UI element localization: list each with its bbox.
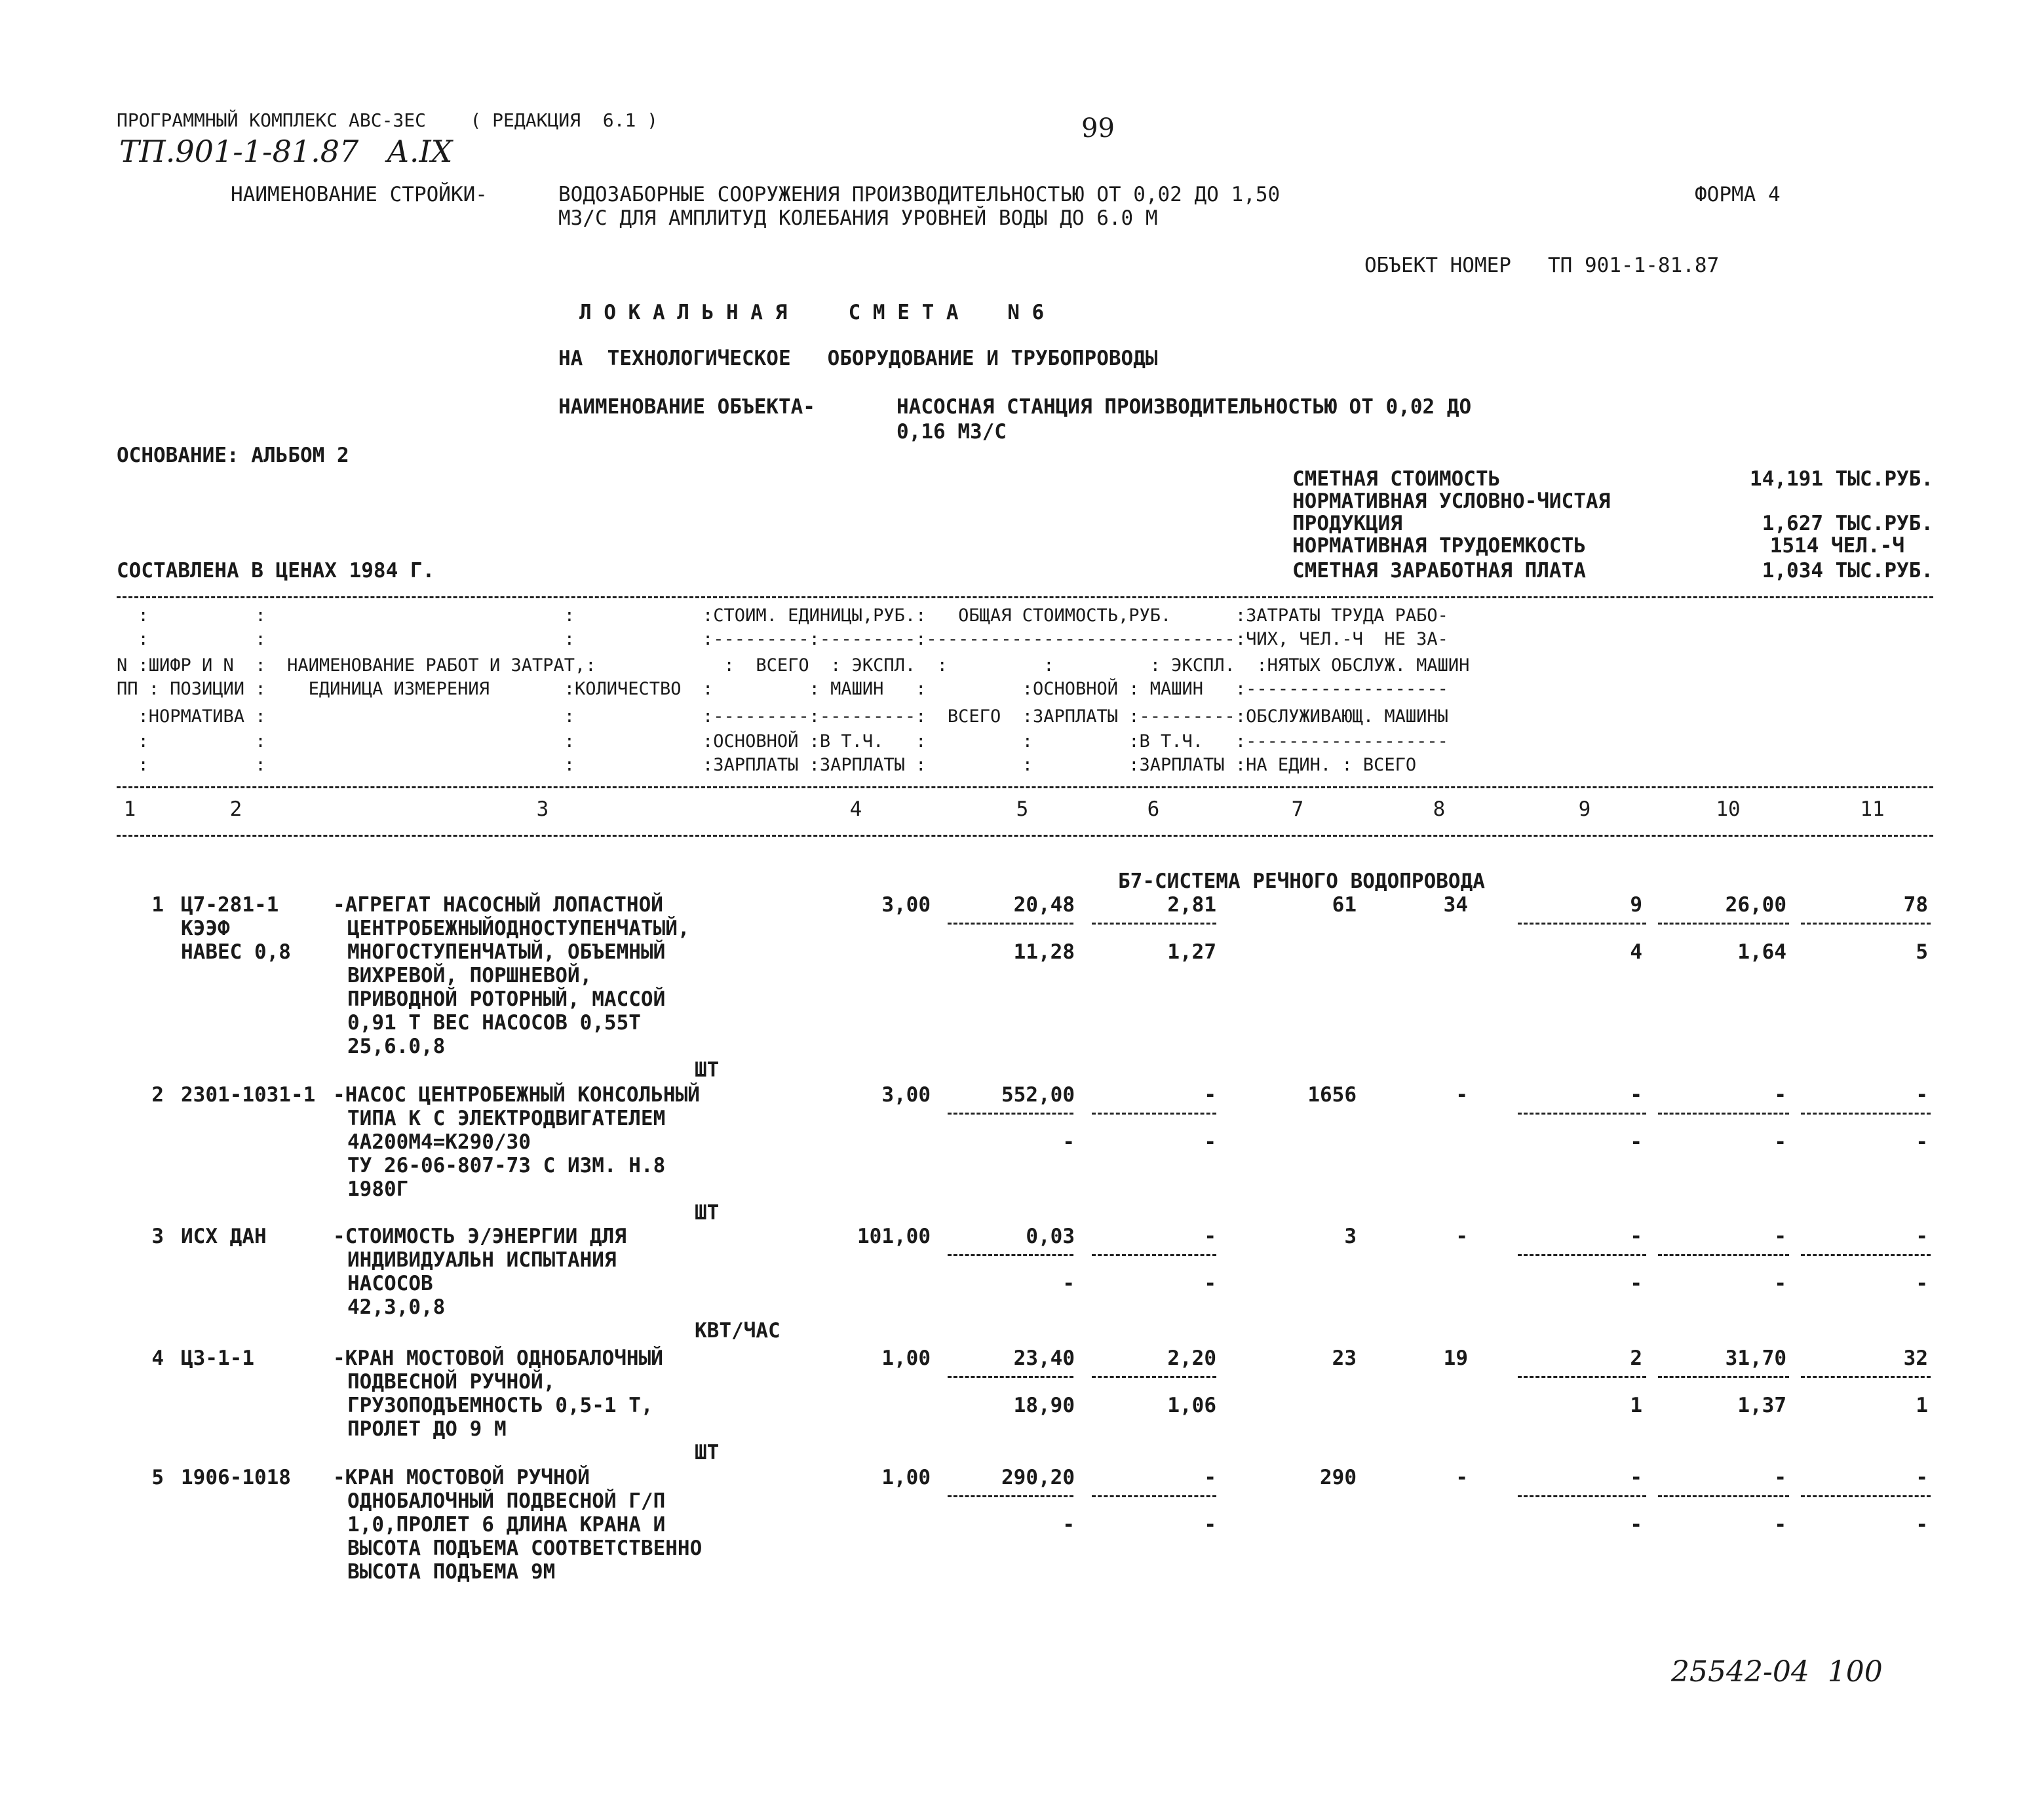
row-unit-machine-wage: -	[1204, 1272, 1216, 1295]
fraction-rule	[1658, 1113, 1789, 1115]
row-description-line: ВЫСОТА ПОДЪЕМА СООТВЕТСТВЕННО	[347, 1537, 703, 1560]
row-description-line: 0,91 Т ВЕС НАСОСОВ 0,55Т	[347, 1011, 641, 1035]
row-description-line: 1980Г	[347, 1177, 409, 1201]
table-header-line-7: : : : :ЗАРПЛАТЫ :ЗАРПЛАТЫ : : :ЗАРПЛАТЫ :НА ЕДИН. : ВСЕГО	[117, 755, 1417, 775]
row-total-cost: 3	[1344, 1225, 1357, 1248]
colnum-7: 7	[1291, 797, 1304, 821]
row-unit-cost-total: 23,40	[1013, 1347, 1075, 1370]
object-line-1: НАСОСНАЯ СТАНЦИЯ ПРОИЗВОДИТЕЛЬНОСТЬЮ ОТ 0,02 ДО	[897, 395, 1472, 419]
summary-labor-label: НОРМАТИВНАЯ ТРУДОЕМКОСТЬ	[1292, 534, 1586, 558]
summary-cost-label: СМЕТНАЯ СТОИМОСТЬ	[1292, 467, 1501, 491]
row-code: 2301-1031-1	[181, 1083, 316, 1107]
table-header-line-6: : : : :ОСНОВНОЙ :В Т.Ч. : : :В Т.Ч. :-------------------	[117, 731, 1448, 752]
table-header-line-1: : : : :СТОИМ. ЕДИНИЦЫ,РУБ.: ОБЩАЯ СТОИМОСТЬ,РУБ. :ЗАТРАТЫ ТРУДА РАБО-	[117, 605, 1448, 626]
row-unit-cost-wage: -	[1062, 1272, 1075, 1295]
row-labor-machine-total: 5	[1916, 940, 1928, 964]
row-number: 5	[151, 1466, 164, 1489]
row-labor-machine-per-unit: -	[1774, 1130, 1786, 1154]
fraction-rule	[1092, 1495, 1216, 1497]
row-unit: ШТ	[695, 1441, 720, 1464]
row-description-line: ВИХРЕВОЙ, ПОРШНЕВОЙ,	[347, 964, 592, 987]
row-description-line: ПРОЛЕТ ДО 9 М	[347, 1417, 507, 1441]
colnum-1: 1	[123, 797, 136, 821]
fraction-rule	[1518, 1254, 1646, 1256]
row-labor-total: 78	[1903, 893, 1928, 917]
fraction-rule	[1092, 1376, 1216, 1378]
row-total-wage: -	[1456, 1225, 1468, 1248]
form-label: ФОРМА 4	[1695, 183, 1781, 206]
fraction-rule	[1801, 923, 1931, 925]
row-total-machine-wage: 4	[1630, 940, 1642, 964]
row-description-line: ТИПА К С ЭЛЕКТРОДВИГАТЕЛЕМ	[347, 1107, 666, 1130]
handwritten-code: ТП.901-1-81.87	[119, 134, 359, 169]
fraction-rule	[1801, 1113, 1931, 1115]
summary-wage-label: СМЕТНАЯ ЗАРАБОТНАЯ ПЛАТА	[1292, 559, 1586, 583]
row-total-cost: 1656	[1307, 1083, 1357, 1107]
row-description-line: -НАСОС ЦЕНТРОБЕЖНЫЙ КОНСОЛЬНЫЙ	[333, 1083, 700, 1107]
row-labor-total: -	[1916, 1466, 1928, 1489]
row-unit-machine-cost: 2,81	[1167, 893, 1216, 917]
row-total-machine-wage: -	[1630, 1130, 1642, 1154]
row-labor-per-unit: -	[1774, 1083, 1786, 1107]
row-code: Ц3-1-1	[181, 1347, 254, 1370]
handwritten-archive-number: 25542-04 100	[1671, 1655, 1883, 1689]
handwritten-album: А.IX	[387, 134, 453, 169]
row-total-machine: -	[1630, 1225, 1642, 1248]
colnum-9: 9	[1578, 797, 1591, 821]
row-labor-machine-per-unit: -	[1774, 1272, 1786, 1295]
row-labor-machine-total: 1	[1916, 1394, 1928, 1417]
row-description-line: ВЫСОТА ПОДЪЕМА 9М	[347, 1560, 556, 1584]
row-unit-machine-wage: 1,06	[1167, 1394, 1216, 1417]
row-unit-machine-wage: 1,27	[1167, 940, 1216, 964]
row-labor-machine-total: -	[1916, 1130, 1928, 1154]
estimate-title: Л О К А Л Ь Н А Я С М Е Т А N 6	[579, 301, 1045, 324]
page-number: 99	[1081, 113, 1115, 143]
colnum-5: 5	[1016, 797, 1029, 821]
row-unit-machine-cost: -	[1204, 1083, 1216, 1107]
row-quantity: 3,00	[881, 1083, 931, 1107]
summary-net-label-1: НОРМАТИВНАЯ УСЛОВНО-ЧИСТАЯ	[1292, 489, 1611, 513]
row-unit-machine-wage: -	[1204, 1130, 1216, 1154]
row-unit-cost-total: 290,20	[1001, 1466, 1075, 1489]
row-number: 1	[151, 893, 164, 917]
row-unit-cost-total: 552,00	[1001, 1083, 1075, 1107]
row-quantity: 1,00	[881, 1466, 931, 1489]
table-header-rule	[117, 786, 1933, 788]
row-labor-per-unit: 26,00	[1725, 893, 1786, 917]
row-labor-total: -	[1916, 1225, 1928, 1248]
construction-label: НАИМЕНОВАНИЕ СТРОЙКИ-	[231, 183, 488, 206]
row-unit: ШТ	[695, 1201, 720, 1225]
row-quantity: 101,00	[857, 1225, 931, 1248]
row-total-cost: 61	[1332, 893, 1357, 917]
row-number: 2	[151, 1083, 164, 1107]
prices-text: СОСТАВЛЕНА В ЦЕНАХ 1984 Г.	[117, 559, 435, 583]
row-total-machine: 9	[1630, 893, 1642, 917]
row-description-line: 4А200М4=К290/30	[347, 1130, 531, 1154]
table-header-line-2: : : : :---------:---------:-----------------------------:ЧИХ, ЧЕЛ.-Ч НЕ ЗА-	[117, 629, 1448, 649]
table-numbers-rule	[117, 835, 1933, 837]
row-total-wage: 34	[1443, 893, 1468, 917]
row-total-wage: -	[1456, 1466, 1468, 1489]
row-description-line: ГРУЗОПОДЪЕМНОСТЬ 0,5-1 Т,	[347, 1394, 653, 1417]
row-description-line: -АГРЕГАТ НАСОСНЫЙ ЛОПАСТНОЙ	[333, 893, 663, 917]
fraction-rule	[948, 1254, 1073, 1256]
row-unit-machine-cost: 2,20	[1167, 1347, 1216, 1370]
basis-text: ОСНОВАНИЕ: АЛЬБОМ 2	[117, 444, 349, 467]
summary-net-value: 1,627 ТЫС.РУБ.	[1762, 512, 1933, 535]
row-total-wage: -	[1456, 1083, 1468, 1107]
row-code-extra: КЭЭФ	[181, 917, 230, 940]
table-header-line-5: :НОРМАТИВА : : :---------:---------: ВСЕГО :ЗАРПЛАТЫ :---------:ОБСЛУЖИВАЮЩ. МАШИНЫ	[117, 706, 1448, 727]
table-header-line-4: ПП : ПОЗИЦИИ : ЕДИНИЦА ИЗМЕРЕНИЯ :КОЛИЧЕСТВО : : МАШИН : :ОСНОВНОЙ : МАШИН :-------------------	[117, 679, 1448, 699]
table-header-line-3: N :ШИФР И N : НАИМЕНОВАНИЕ РАБОТ И ЗАТРАТ,: : ВСЕГО : ЭКСПЛ. : : : ЭКСПЛ. :НЯТЫХ ОБСЛУЖ. МАШИН	[117, 655, 1470, 676]
section-title: Б7-СИСТЕМА РЕЧНОГО ВОДОПРОВОДА	[1118, 869, 1485, 893]
row-description-line: НАСОСОВ	[347, 1272, 433, 1295]
row-unit-machine-cost: -	[1204, 1225, 1216, 1248]
row-description-line: -КРАН МОСТОВОЙ ОДНОБАЛОЧНЫЙ	[333, 1347, 663, 1370]
fraction-rule	[1518, 1376, 1646, 1378]
object-label: НАИМЕНОВАНИЕ ОБЪЕКТА-	[558, 395, 815, 419]
row-description-line: -СТОИМОСТЬ Э/ЭНЕРГИИ ДЛЯ	[333, 1225, 627, 1248]
fraction-rule	[1658, 1495, 1789, 1497]
fraction-rule	[948, 1495, 1073, 1497]
fraction-rule	[1092, 923, 1216, 925]
summary-wage-value: 1,034 ТЫС.РУБ.	[1762, 559, 1933, 583]
fraction-rule	[948, 1376, 1073, 1378]
colnum-3: 3	[536, 797, 549, 821]
row-labor-total: -	[1916, 1083, 1928, 1107]
row-total-machine-wage: -	[1630, 1272, 1642, 1295]
row-number: 3	[151, 1225, 164, 1248]
row-unit-cost-total: 20,48	[1013, 893, 1075, 917]
row-description-line: 25,6.0,8	[347, 1035, 446, 1058]
table-header	[117, 607, 1938, 777]
fraction-rule	[1518, 1495, 1646, 1497]
row-description-line: 1,0,ПРОЛЕТ 6 ДЛИНА КРАНА И	[347, 1513, 666, 1537]
object-number: ОБЪЕКТ НОМЕР ТП 901-1-81.87	[1364, 254, 1720, 277]
fraction-rule	[1658, 1254, 1789, 1256]
row-unit-cost-wage: 11,28	[1013, 940, 1075, 964]
row-labor-total: 32	[1903, 1347, 1928, 1370]
row-total-cost: 290	[1320, 1466, 1357, 1489]
object-line-2: 0,16 М3/С	[897, 420, 1007, 444]
row-quantity: 1,00	[881, 1347, 931, 1370]
colnum-10: 10	[1716, 797, 1741, 821]
construction-line-2: М3/С ДЛЯ АМПЛИТУД КОЛЕБАНИЯ УРОВНЕЙ ВОДЫ ДО 6.0 М	[558, 206, 1158, 230]
construction-line-1: ВОДОЗАБОРНЫЕ СООРУЖЕНИЯ ПРОИЗВОДИТЕЛЬНОСТЬЮ ОТ 0,02 ДО 1,50	[558, 183, 1281, 206]
fraction-rule	[948, 1113, 1073, 1115]
program-line: ПРОГРАММНЫЙ КОМПЛЕКС АВС-3ЕС ( РЕДАКЦИЯ 6.1 )	[117, 109, 659, 131]
row-description-line: ТУ 26-06-807-73 С ИЗМ. Н.8	[347, 1154, 666, 1177]
fraction-rule	[948, 923, 1073, 925]
row-code: Ц7-281-1	[181, 893, 279, 917]
row-unit-cost-wage: -	[1062, 1130, 1075, 1154]
row-total-machine: -	[1630, 1083, 1642, 1107]
row-unit-cost-total: 0,03	[1026, 1225, 1075, 1248]
row-code: ИСХ ДАН	[181, 1225, 267, 1248]
fraction-rule	[1801, 1254, 1931, 1256]
row-description-line: ИНДИВИДУАЛЬН ИСПЫТАНИЯ	[347, 1248, 617, 1272]
summary-net-label-2: ПРОДУКЦИЯ	[1292, 512, 1402, 535]
row-number: 4	[151, 1347, 164, 1370]
row-code: 1906-1018	[181, 1466, 291, 1489]
row-description-line: ЦЕНТРОБЕЖНЫЙОДНОСТУПЕНЧАТЫЙ,	[347, 917, 690, 940]
row-description-line: ПРИВОДНОЙ РОТОРНЫЙ, МАССОЙ	[347, 987, 666, 1011]
row-labor-machine-per-unit: 1,64	[1737, 940, 1786, 964]
fraction-rule	[1658, 923, 1789, 925]
colnum-2: 2	[229, 797, 242, 821]
row-unit-cost-wage: 18,90	[1013, 1394, 1075, 1417]
row-total-wage: 19	[1443, 1347, 1468, 1370]
row-unit-cost-wage: -	[1062, 1513, 1075, 1537]
row-unit-machine-cost: -	[1204, 1466, 1216, 1489]
row-unit: ШТ	[695, 1058, 720, 1082]
row-description-line: МНОГОСТУПЕНЧАТЫЙ, ОБЪЕМНЫЙ	[347, 940, 666, 964]
fraction-rule	[1092, 1113, 1216, 1115]
row-total-machine-wage: -	[1630, 1513, 1642, 1537]
fraction-rule	[1092, 1254, 1216, 1256]
row-labor-per-unit: -	[1774, 1466, 1786, 1489]
row-labor-machine-per-unit: -	[1774, 1513, 1786, 1537]
row-labor-per-unit: -	[1774, 1225, 1786, 1248]
colnum-4: 4	[849, 797, 862, 821]
estimate-subtitle: НА ТЕХНОЛОГИЧЕСКОЕ ОБОРУДОВАНИЕ И ТРУБОПРОВОДЫ	[558, 347, 1158, 370]
row-description-line: -КРАН МОСТОВОЙ РУЧНОЙ	[333, 1466, 590, 1489]
colnum-8: 8	[1433, 797, 1446, 821]
fraction-rule	[1518, 923, 1646, 925]
colnum-6: 6	[1147, 797, 1160, 821]
table-top-rule	[117, 596, 1933, 598]
row-total-machine: 2	[1630, 1347, 1642, 1370]
row-unit: КВТ/ЧАС	[695, 1319, 781, 1343]
row-total-cost: 23	[1332, 1347, 1357, 1370]
row-code-extra: НАВЕС 0,8	[181, 940, 291, 964]
row-unit-machine-wage: -	[1204, 1513, 1216, 1537]
row-description-line: ПОДВЕСНОЙ РУЧНОЙ,	[347, 1370, 556, 1394]
row-total-machine-wage: 1	[1630, 1394, 1642, 1417]
row-labor-per-unit: 31,70	[1725, 1347, 1786, 1370]
fraction-rule	[1801, 1495, 1931, 1497]
colnum-11: 11	[1860, 797, 1885, 821]
fraction-rule	[1658, 1376, 1789, 1378]
summary-cost-value: 14,191 ТЫС.РУБ.	[1750, 467, 1933, 491]
row-total-machine: -	[1630, 1466, 1642, 1489]
row-quantity: 3,00	[881, 893, 931, 917]
fraction-rule	[1518, 1113, 1646, 1115]
row-description-line: ОДНОБАЛОЧНЫЙ ПОДВЕСНОЙ Г/П	[347, 1489, 666, 1513]
fraction-rule	[1801, 1376, 1931, 1378]
row-labor-machine-total: -	[1916, 1513, 1928, 1537]
column-numbers	[0, 799, 2044, 826]
row-labor-machine-per-unit: 1,37	[1737, 1394, 1786, 1417]
summary-labor-value: 1514 ЧЕЛ.-Ч	[1769, 534, 1904, 558]
row-description-line: 42,3,0,8	[347, 1295, 446, 1319]
row-labor-machine-total: -	[1916, 1272, 1928, 1295]
